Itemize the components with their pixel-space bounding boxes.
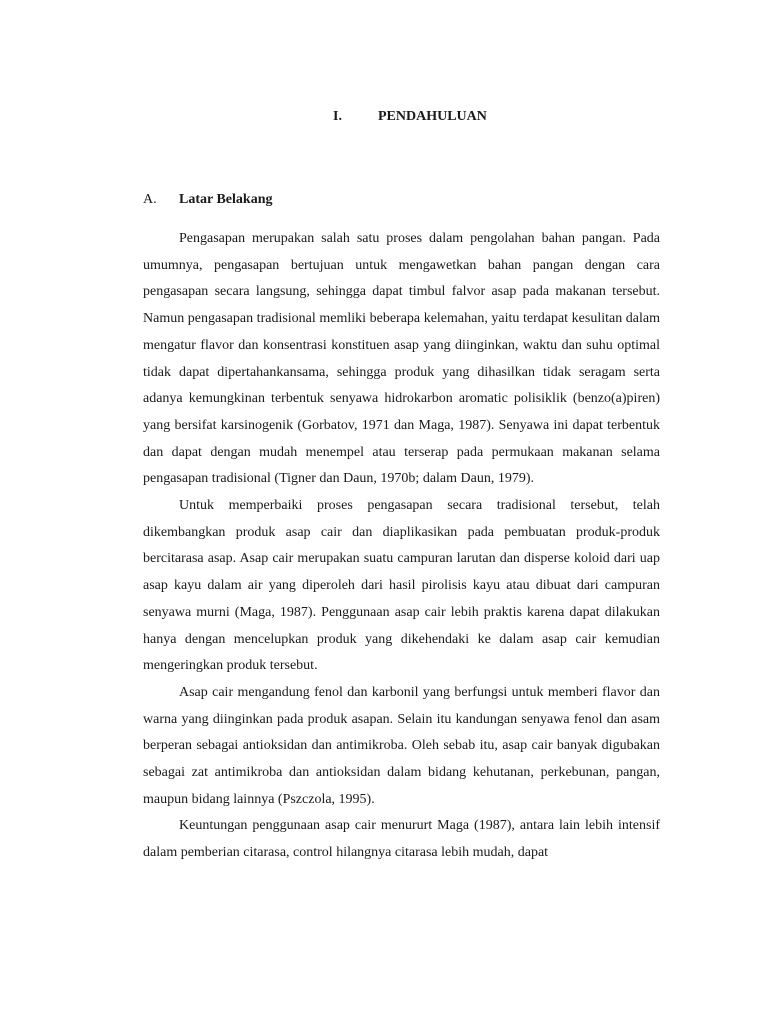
section-title: Latar Belakang: [179, 192, 273, 207]
body-text: [143, 226, 660, 867]
paragraph-3: Asap cair mengandung fenol dan karbonil yang berfungsi untuk memberi flavor dan warna yang diinginkan pada produk asapan. Selain itu kandungan senyawa fenol dan asam berperan sebagai antioksidan dan antimikroba. Oleh sebab itu, asap cair banyak digubakan sebagai zat antimikroba dan antioksidan dalam bidang kehutanan, perkebunan, pangan, maupun bidang lainnya (Pszczola, 1995).: [143, 684, 660, 807]
section-letter: A.: [143, 192, 157, 207]
paragraph-4: Keuntungan penggunaan asap cair menururt Maga (1987), antara lain lebih intensif dalam pemberian citarasa, control hilangnya citarasa lebih mudah, dapat: [143, 818, 660, 861]
chapter-number: I.: [333, 109, 342, 124]
chapter-title: PENDAHULUAN: [378, 109, 487, 124]
section-heading: [0, 192, 768, 212]
paragraph-1: Pengasapan merupakan salah satu proses dalam pengolahan bahan pangan. Pada umumnya, pengasapan bertujuan untuk mengawetkan bahan pangan dengan cara pengasapan secara langsung, sehingga dapat timbul falvor asap pada makanan tersebut. Namun pengasapan tradisional memliki beberapa kelemahan, yaitu terdapat kesulitan dalam mengatur flavor dan konsentrasi konstituen asap yang diinginkan, waktu dan suhu optimal tidak dapat dipertahankansama, sehingga produk yang dihasilkan tidak seragam serta adanya kemungkinan terbentuk senyawa hidrokarbon aromatic polisiklik (benzo(a)piren) yang bersifat karsinogenik (Gorbatov, 1971 dan Maga, 1987). Senyawa ini dapat terbentuk dan dapat dengan mudah menempel atau terserap pada permukaan makanan selama pengasapan tradisional (Tigner dan Daun, 1970b; dalam Daun, 1979).: [143, 231, 660, 487]
paragraph-2: Untuk memperbaiki proses pengasapan secara tradisional tersebut, telah dikembangkan produk asap cair dan diaplikasikan pada pembuatan produk-produk bercitarasa asap. Asap cair merupakan suatu campuran larutan dan disperse koloid dari uap asap kayu dalam air yang diperoleh dari hasil pirolisis kayu atau dibuat dari campuran senyawa murni (Maga, 1987). Penggunaan asap cair lebih praktis karena dapat dilakukan hanya dengan mencelupkan produk yang dikehendaki ke dalam asap cair kemudian mengeringkan produk tersebut.: [143, 498, 660, 674]
chapter-heading: [0, 109, 768, 129]
